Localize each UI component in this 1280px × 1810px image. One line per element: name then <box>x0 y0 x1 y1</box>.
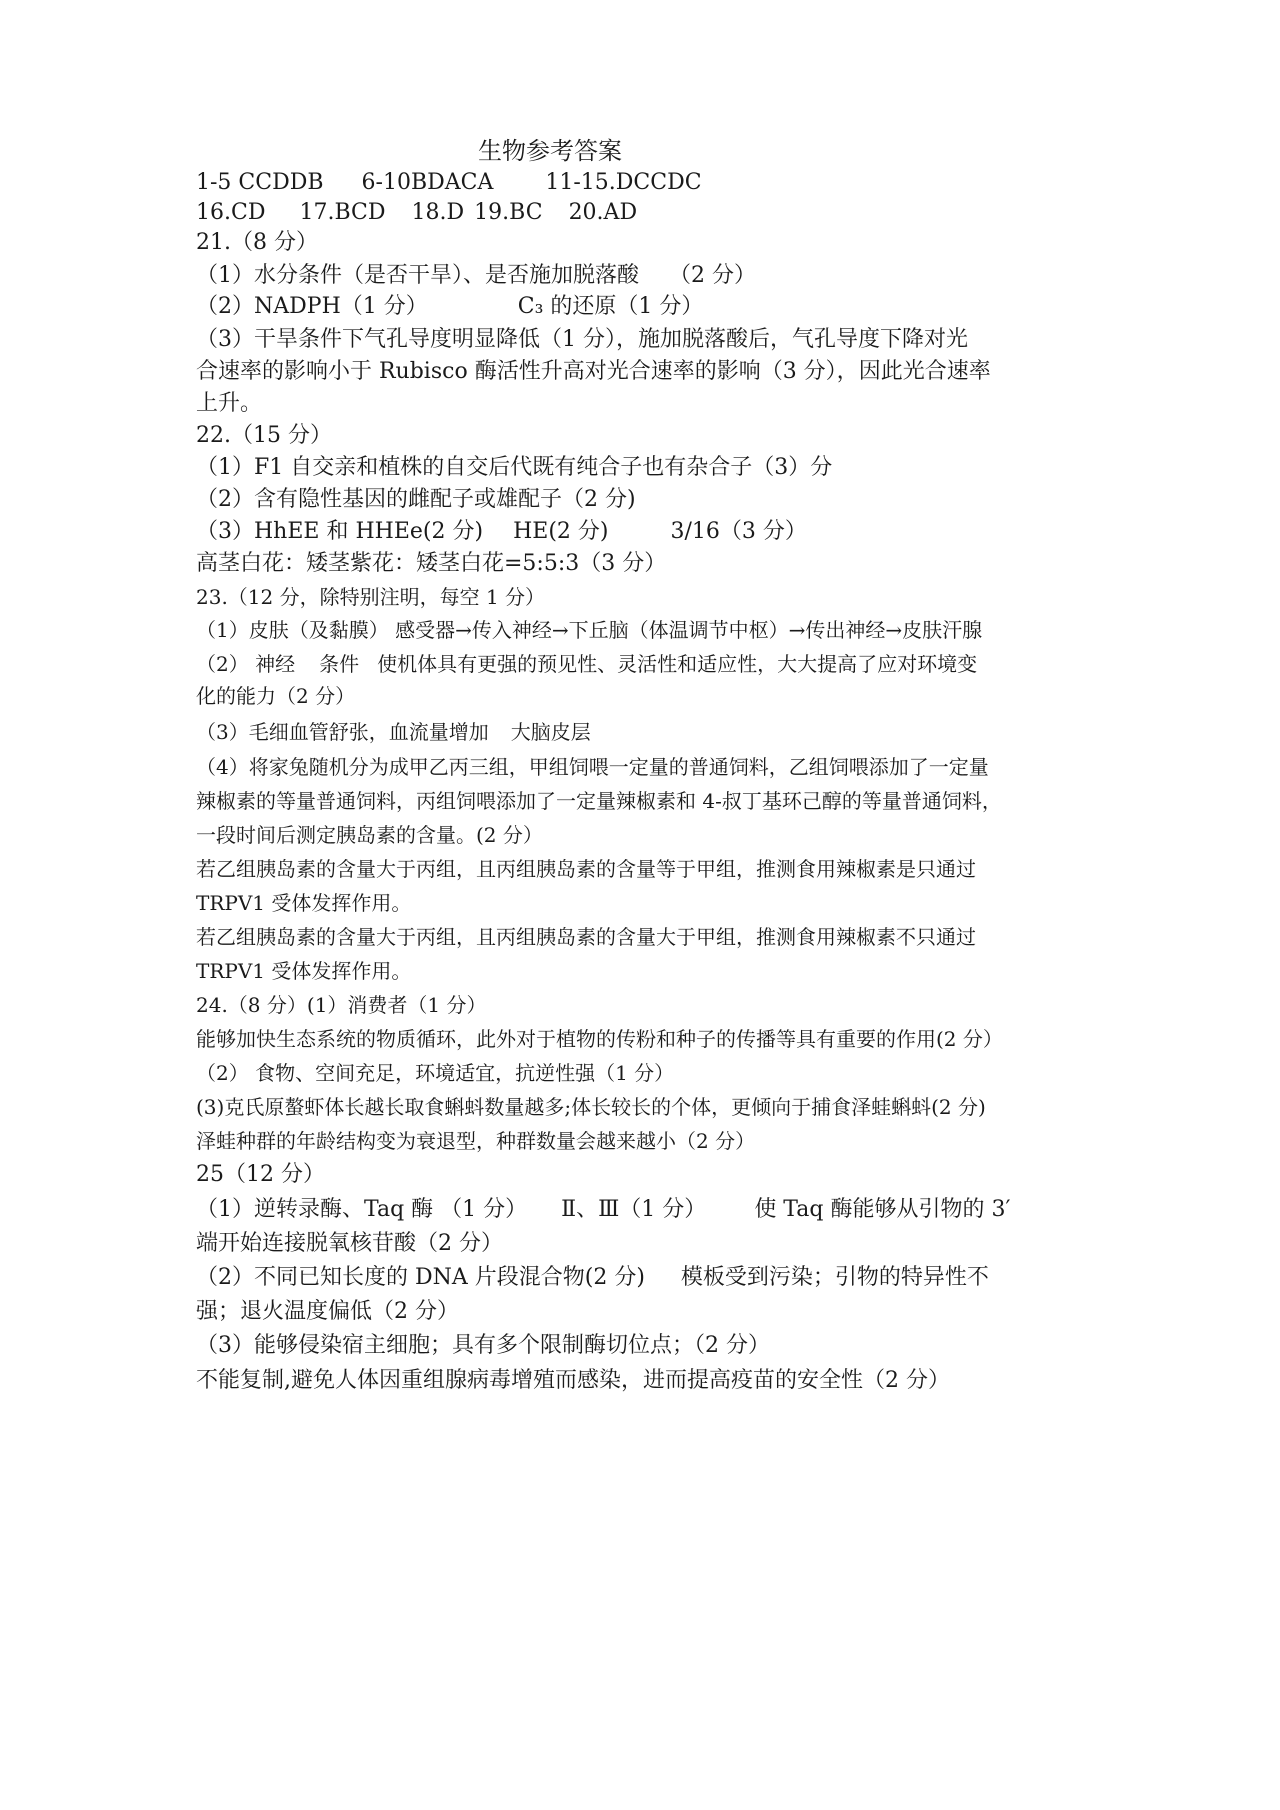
q25-part3: （3）能够侵染宿主细胞；具有多个限制酶切位点；（2 分） <box>196 1333 770 1358</box>
q25-part2-line2: 强；退火温度偏低（2 分） <box>196 1299 459 1324</box>
q22-part2: （2）含有隐性基因的雌配子或雄配子（2 分) <box>196 487 636 512</box>
q21-header: 21.（8 分） <box>196 230 318 255</box>
q25-part2-line1: （2）不同已知长度的 DNA 片段混合物(2 分) 模板受到污染；引物的特异性不 <box>196 1265 989 1290</box>
choice-answer: 6-10BDACA <box>361 170 494 195</box>
q25-header: 25（12 分） <box>196 1162 325 1187</box>
q23-result2-line2: TRPV1 受体发挥作用。 <box>196 959 412 983</box>
q23-part2-line2: 化的能力（2 分） <box>196 684 356 708</box>
q21-part3-line1: （3）干旱条件下气孔导度明显降低（1 分），施加脱落酸后，气孔导度下降对光 <box>196 327 968 352</box>
q23-part1: （1）皮肤（及黏膜） 感受器→传入神经→下丘脑（体温调节中枢）→传出神经→皮肤汗腺 <box>196 618 983 642</box>
q25-part1-line1: （1）逆转录酶、Taq 酶 （1 分） Ⅱ、Ⅲ（1 分） 使 Taq 酶能够从引物的 3′ <box>196 1197 1011 1222</box>
q24-part4: 泽蛙种群的年龄结构变为衰退型，种群数量会越来越小（2 分） <box>196 1129 756 1153</box>
q23-result1-line2: TRPV1 受体发挥作用。 <box>196 891 412 915</box>
q23-part3: （3）毛细血管舒张，血流量增加 大脑皮层 <box>196 720 591 744</box>
choice-answer: 20.AD <box>568 200 638 225</box>
q23-part4-line1: （4）将家兔随机分为成甲乙丙三组，甲组饲喂一定量的普通饲料，乙组饲喂添加了一定量 <box>196 755 989 779</box>
q24-header: 24.（8 分）(1）消费者（1 分） <box>196 993 487 1017</box>
q24-part3: (3)克氏原螯虾体长越长取食蝌蚪数量越多;体长较长的个体，更倾向于捕食泽蛙蝌蚪(2 分) <box>196 1095 986 1119</box>
q21-part2: （2）NADPH（1 分） C₃ 的还原（1 分） <box>196 294 704 319</box>
q25-part4: 不能复制,避免人体因重组腺病毒增殖而感染，进而提高疫苗的安全性（2 分） <box>196 1368 950 1393</box>
q23-header: 23.（12 分，除特别注明，每空 1 分） <box>196 585 546 609</box>
choice-answer: 1-5 CCDDB <box>196 170 324 195</box>
q21-part3-line3: 上升。 <box>196 391 263 416</box>
q22-part1: （1）F1 自交亲和植株的自交后代既有纯合子也有杂合子（3）分 <box>196 455 833 480</box>
choice-answers-row1 <box>196 168 702 198</box>
q22-part3: （3）HhEE 和 HHEe(2 分) HE(2 分) 3/16（3 分） <box>196 519 807 544</box>
choice-answer: 18.D <box>411 200 465 225</box>
choice-answer: 16.CD <box>196 200 266 225</box>
choice-answers-row2 <box>196 198 637 228</box>
choice-answer: 19.BC <box>474 200 543 225</box>
q23-part4-line3: 一段时间后测定胰岛素的含量。(2 分） <box>196 823 543 847</box>
choice-answer: 17.BCD <box>299 200 386 225</box>
q22-header: 22.（15 分） <box>196 423 332 448</box>
q21-part1: （1）水分条件（是否干旱）、是否施加脱落酸 （2 分） <box>196 263 756 288</box>
q23-part4-line2: 辣椒素的等量普通饲料，丙组饲喂添加了一定量辣椒素和 4-叔丁基环己醇的等量普通饲料， <box>196 789 1002 813</box>
choice-answer: 11-15.DCCDC <box>545 170 702 195</box>
q23-result1-line1: 若乙组胰岛素的含量大于丙组，且丙组胰岛素的含量等于甲组，推测食用辣椒素是只通过 <box>196 857 976 881</box>
page-title: 生物参考答案 <box>478 137 622 165</box>
q24-part1: 能够加快生态系统的物质循环，此外对于植物的传粉和种子的传播等具有重要的作用(2 分） <box>196 1027 1003 1051</box>
q25-part1-line2: 端开始连接脱氧核苷酸（2 分） <box>196 1231 503 1256</box>
q21-part3-line2: 合速率的影响小于 Rubisco 酶活性升高对光合速率的影响（3 分），因此光合速率 <box>196 359 991 384</box>
q24-part2: （2） 食物、空间充足，环境适宜，抗逆性强（1 分） <box>196 1061 675 1085</box>
q22-part4: 高茎白花：矮茎紫花：矮茎白花=5:5:3（3 分） <box>196 551 667 576</box>
q23-part2-line1: （2） 神经 条件 使机体具有更强的预见性、灵活性和适应性，大大提高了应对环境变 <box>196 652 978 676</box>
q23-result2-line1: 若乙组胰岛素的含量大于丙组，且丙组胰岛素的含量大于甲组，推测食用辣椒素不只通过 <box>196 925 976 949</box>
